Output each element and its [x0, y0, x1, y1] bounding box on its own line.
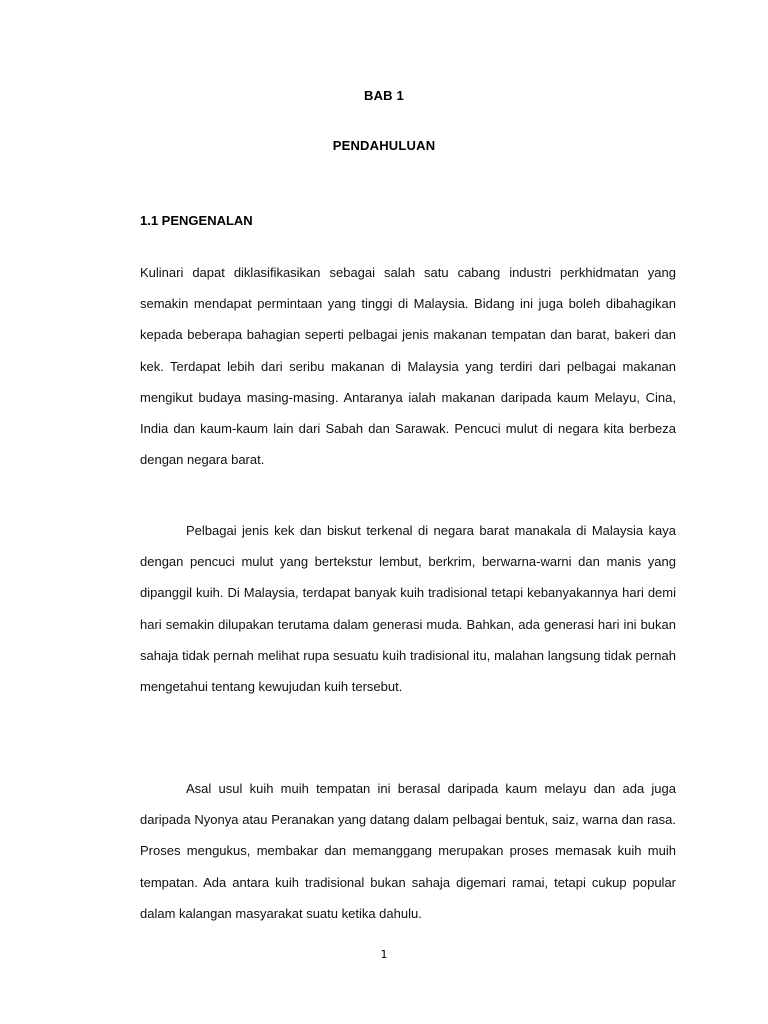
paragraph-origin: Asal usul kuih muih tempatan ini berasal daripada kaum melayu dan ada juga daripada Nyonya atau Peranakan yang datang dalam pelbagai bentuk, saiz, warna dan rasa. Proses mengukus, membakar dan memanggang merupakan proses memasak kuih muih tempatan. Ada antara kuih tradisional bukan sahaja digemari ramai, tetapi cukup popular dalam kalangan masyarakat suatu ketika dahulu. [140, 781, 676, 921]
section-heading: 1.1 PENGENALAN [140, 213, 253, 228]
page-number: 1 [380, 948, 388, 961]
paragraph-introduction: Kulinari dapat diklasifikasikan sebagai salah satu cabang industri perkhidmatan yang semakin mendapat permintaan yang tinggi di Malaysia. Bidang ini juga boleh dibahagikan kepada beberapa bahagian seperti pelbagai jenis makanan tempatan dan barat, bakeri dan kek. Terdapat lebih dari seribu makanan di Malaysia yang terdiri dari pelbagai makanan mengikut budaya masing-masing. Antaranya ialah makanan daripada kaum Melayu, Cina, India dan kaum-kaum lain dari Sabah dan Sarawak. Pencuci mulut di negara kita berbeza dengan negara barat. [140, 265, 676, 468]
chapter-subtitle: PENDAHULUAN [332, 138, 436, 153]
paragraph-kuih: Pelbagai jenis kek dan biskut terkenal di negara barat manakala di Malaysia kaya dengan pencuci mulut yang bertekstur lembut, berkrim, berwarna-warni dan manis yang dipanggil kuih. Di Malaysia, terdapat banyak kuih tradisional tetapi kebanyakannya hari demi hari semakin dilupakan terutama dalam generasi muda. Bahkan, ada generasi hari ini bukan sahaja tidak pernah melihat rupa sesuatu kuih tradisional itu, malahan langsung tidak pernah mengetahui tentang kewujudan kuih tersebut. [140, 523, 676, 695]
chapter-title: BAB 1 [363, 88, 404, 103]
